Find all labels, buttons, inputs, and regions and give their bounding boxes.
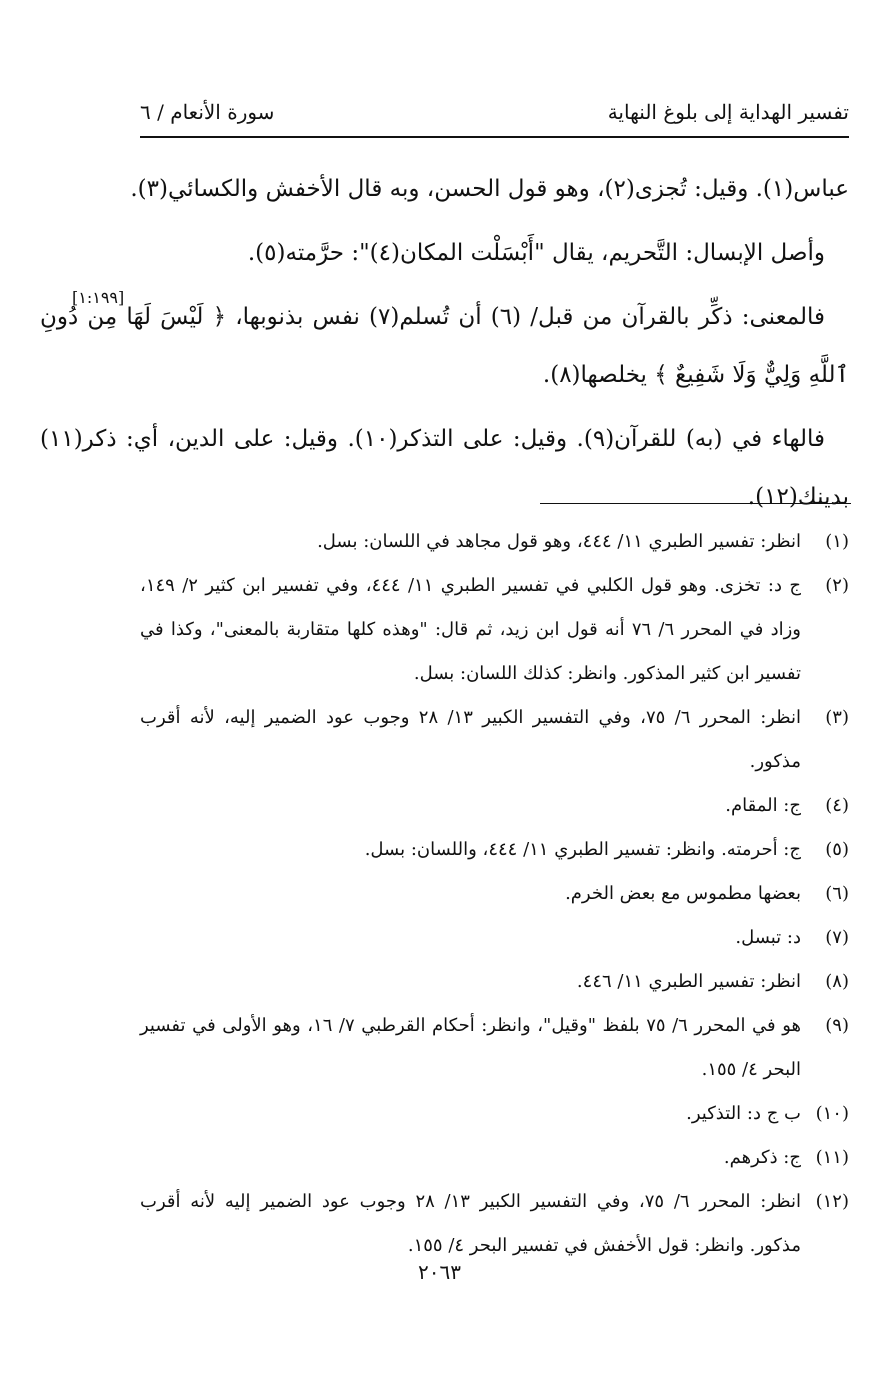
footnote-rule	[540, 503, 851, 504]
footnote-number: (٧)	[825, 927, 849, 948]
footnote-text: بعضها مطموس مع بعض الخرم.	[565, 883, 801, 904]
footnote-item	[140, 1180, 849, 1268]
footnote-text: انظر: تفسير الطبري ١١/ ٤٤٦.	[576, 971, 801, 992]
footnote-item	[140, 1136, 849, 1180]
footnote-text: انظر: تفسير الطبري ١١/ ٤٤٤، وهو قول مجاهد في اللسان: بسل.	[317, 531, 801, 552]
footnote-number: (١٢)	[815, 1191, 849, 1212]
footnote-number: (٢)	[825, 575, 849, 596]
main-text	[40, 160, 849, 532]
footnote-text: ج د: تخزى. وهو قول الكلبي في تفسير الطبري ١١/ ٤٤٤، وفي تفسير ابن كثير ٢/ ١٤٩، وزاد في المحرر ٦/ ٧٦ أنه قول ابن زيد، ثم قال: "وهذه كلها متقاربة بالمعنى"، وكذا في تفسير ابن كثير المذكور. وانظر: كذلك اللسان: بسل.	[140, 575, 801, 684]
surah-header: سورة الأنعام / ٦	[140, 100, 275, 124]
footnote-item	[140, 916, 849, 960]
footnote-item	[140, 1092, 849, 1136]
running-title: تفسير الهداية إلى بلوغ النهاية	[607, 100, 849, 124]
footnote-number: (٥)	[825, 839, 849, 860]
paragraph-3: فالمعنى: ذكِّر بالقرآن من قبل/ (٦) أن تُسلم(٧) نفس بذنوبها، ﴿ لَيْسَ لَهَا مِن دُونِ ٱللَّهِ وَلِيٌّ وَلَا شَفِيعٌ ﴾ يخلصها(٨).	[40, 304, 849, 388]
footnote-item	[140, 960, 849, 1004]
footnotes	[140, 520, 849, 1268]
footnote-item	[140, 520, 849, 564]
footnote-number: (١١)	[815, 1147, 849, 1168]
footnote-number: (١)	[825, 531, 849, 552]
paragraph-2: وأصل الإبسال: التَّحريم، يقال "أَبْسَلْت المكان(٤)": حرَّمته(٥).	[247, 240, 825, 266]
footnote-item	[140, 828, 849, 872]
footnote-text: ب ج د: التذكير.	[686, 1103, 801, 1124]
paragraph-4: فالهاء في (به) للقرآن(٩). وقيل: على التذكر(١٠). وقيل: على الدين، أي: ذكر(١١) بدينك(١٢).	[40, 426, 849, 510]
footnote-number: (٦)	[825, 883, 849, 904]
footnote-number: (١٠)	[815, 1103, 849, 1124]
footnote-text: ج: أحرمته. وانظر: تفسير الطبري ١١/ ٤٤٤، واللسان: بسل.	[364, 839, 801, 860]
footnote-text: د: تبسل.	[735, 927, 801, 948]
header-rule	[140, 136, 849, 138]
footnote-text: ج: ذكرهم.	[723, 1147, 801, 1168]
footnote-item	[140, 872, 849, 916]
footnote-text: ج: المقام.	[725, 795, 801, 816]
footnote-number: (٨)	[825, 971, 849, 992]
footnote-number: (٤)	[825, 795, 849, 816]
footnote-text: انظر: المحرر ٦/ ٧٥، وفي التفسير الكبير ١٣/ ٢٨ وجوب عود الضمير إليه، لأنه أقرب مذكور.	[140, 707, 801, 772]
footnote-number: (٩)	[825, 1015, 849, 1036]
footnote-number: (٣)	[825, 707, 849, 728]
paragraph-1: عباس(١). وقيل: تُجزى(٢)، وهو قول الحسن، وبه قال الأخفش والكسائي(٣).	[130, 176, 849, 202]
manuscript-folio-ref: [١:١٩٩]	[72, 288, 125, 307]
page-number: ٢٠٦٣	[418, 1260, 461, 1284]
footnote-text: هو في المحرر ٦/ ٧٥ بلفظ "وقيل"، وانظر: أحكام القرطبي ٧/ ١٦، وهو الأولى في تفسير البحر ٤/ ١٥٥.	[140, 1015, 801, 1080]
footnote-item	[140, 564, 849, 696]
footnote-text: انظر: المحرر ٦/ ٧٥، وفي التفسير الكبير ١٣/ ٢٨ وجوب عود الضمير إليه لأنه أقرب مذكور. وانظر: قول الأخفش في تفسير البحر ٤/ ١٥٥.	[140, 1191, 801, 1256]
footnote-item	[140, 696, 849, 784]
footnote-item	[140, 1004, 849, 1092]
footnote-item	[140, 784, 849, 828]
